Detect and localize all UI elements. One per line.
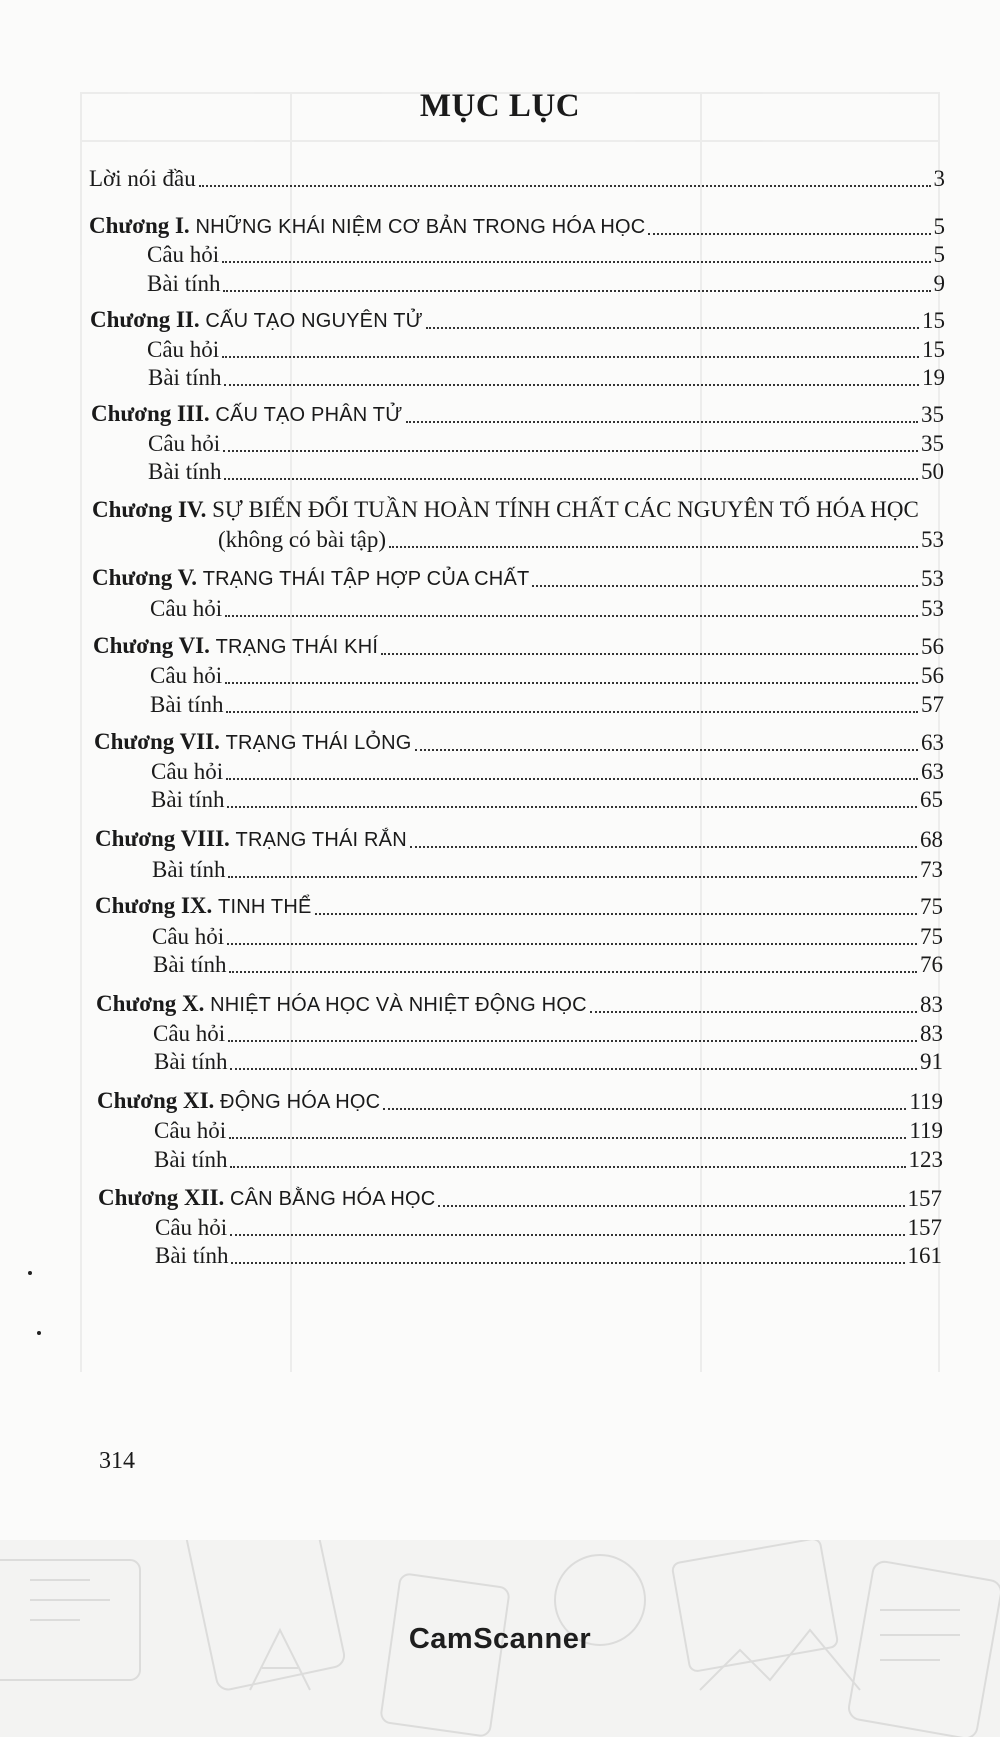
entry-label: Bài tính [152,857,226,882]
chapter-name: CẤU TẠO PHÂN TỬ [215,404,403,426]
entry-label: Câu hỏi [155,1215,228,1240]
entry-page-number: 57 [921,692,944,717]
entry-label: Bài tính [148,365,222,390]
chapter-name: TRẠNG THÁI RẮN [235,829,407,851]
entry-label: Câu hỏi [147,337,220,362]
leader-dots [383,1108,906,1110]
toc-section-row[interactable] [154,1117,943,1145]
chapter-prefix: Chương IX. [95,893,213,918]
entry-page-number: 56 [921,634,944,659]
chapter-prefix: Chương V. [92,565,197,590]
toc-chapter-row[interactable] [90,306,945,335]
camscanner-watermark: CamScanner [408,1623,592,1655]
toc-section-row[interactable] [147,270,945,298]
toc-section-row[interactable] [153,1020,943,1048]
scan-speck [28,1271,32,1275]
leader-dots [223,450,918,452]
entry-label [95,825,407,854]
entry-page-number: 19 [922,365,945,390]
entry-page-number: 53 [921,527,944,552]
leader-dots [228,1040,917,1042]
leader-dots [222,356,919,358]
leader-dots [226,711,918,713]
entry-label: Câu hỏi [153,1021,226,1046]
entry-label [89,212,645,241]
entry-label [93,632,378,661]
toc-chapter-row[interactable] [94,728,944,757]
entry-label: Bài tính [147,271,221,296]
entry-page-number: 157 [907,1215,942,1240]
entry-page-number: 76 [920,952,943,977]
entry-page-number: 161 [907,1243,942,1268]
toc-section-row[interactable] [147,241,945,269]
entry-label: Bài tính [155,1243,229,1268]
chapter-prefix: Chương VIII. [95,826,230,851]
entry-page-number: 157 [907,1186,942,1211]
entry-label [91,400,403,429]
leader-dots [230,1068,917,1070]
entry-label: Câu hỏi [150,663,223,688]
chapter-prefix: Chương VII. [94,729,220,754]
leader-dots [225,682,918,684]
entry-page-number: 15 [922,337,945,362]
toc-section-row[interactable] [152,856,943,884]
entry-page-number: 3 [933,166,945,191]
entry-label: Câu hỏi [150,596,223,621]
entry-page-number: 5 [933,242,945,267]
leader-dots [590,1011,917,1013]
leader-dots [224,384,919,386]
toc-section-row[interactable] [148,458,944,486]
toc-chapter-heading [92,496,919,524]
chapter-prefix: Chương XII. [98,1185,225,1210]
toc-chapter-row[interactable] [95,825,943,854]
entry-page-number: 5 [933,214,945,239]
chapter-name: NHỮNG KHÁI NIỆM CƠ BẢN TRONG HÓA HỌC [195,216,646,238]
entry-label: Bài tính [150,692,224,717]
entry-page-number: 68 [920,827,943,852]
entry-page-number: 83 [920,1021,943,1046]
toc-section-row[interactable] [150,662,944,690]
entry-page-number: 9 [933,271,945,296]
entry-label [90,306,423,335]
toc-section-row[interactable] [148,364,945,392]
entry-page-number: 35 [921,402,944,427]
toc-chapter-row[interactable] [89,212,945,241]
toc-section-row[interactable] [150,595,944,623]
chapter-name: SỰ BIẾN ĐỔI TUẦN HOÀN TÍNH CHẤT CÁC NGUYÊN TỐ HÓA HỌC [212,497,919,522]
entry-label [94,728,412,757]
entry-label [96,990,587,1019]
chapter-prefix: Chương IV. [92,497,207,522]
toc-chapter-row[interactable] [97,1087,943,1116]
entry-label [92,564,529,593]
toc-section-row[interactable] [153,951,943,979]
chapter-prefix: Chương VI. [93,633,210,658]
entry-page-number: 75 [920,894,943,919]
toc-chapter-row[interactable] [95,892,943,921]
entry-page-number: 53 [921,566,944,591]
leader-dots [532,585,918,587]
chapter-prefix: Chương I. [89,213,190,238]
leader-dots [231,1262,904,1264]
toc-row[interactable] [218,526,944,554]
entry-page-number: 15 [922,308,945,333]
chapter-name: ĐỘNG HÓA HỌC [220,1091,381,1113]
entry-label: Bài tính [154,1147,228,1172]
entry-label [97,1087,380,1116]
leader-dots [226,778,918,780]
chapter-name: CẤU TẠO NGUYÊN TỬ [205,310,423,332]
leader-dots [426,327,919,329]
toc-section-row[interactable] [152,923,943,951]
entry-label: (không có bài tập) [218,527,386,552]
entry-page-number: 83 [920,992,943,1017]
leader-dots [227,943,917,945]
entry-label [95,892,312,921]
entry-label: Bài tính [148,459,222,484]
entry-page-number: 123 [908,1147,943,1172]
scan-speck [37,1331,41,1335]
leader-dots [389,546,918,548]
entry-page-number: 65 [920,787,943,812]
toc-chapter-row[interactable] [96,990,943,1019]
leader-dots [406,421,919,423]
chapter-name: TRẠNG THÁI KHÍ [215,636,379,658]
leader-dots [224,478,918,480]
leader-dots [227,806,917,808]
toc-row[interactable] [89,165,945,193]
leader-dots [225,615,918,617]
toc-section-row[interactable] [148,430,944,458]
leader-dots [199,185,931,187]
toc-chapter-row[interactable] [93,632,944,661]
toc-chapter-row[interactable] [92,564,944,593]
leader-dots [415,749,918,751]
toc-section-row[interactable] [150,691,944,719]
entry-page-number: 91 [920,1049,943,1074]
leader-dots [229,1137,906,1139]
leader-dots [228,876,917,878]
chapter-name: TRẠNG THÁI TẬP HỢP CỦA CHẤT [202,568,530,590]
entry-page-number: 63 [921,730,944,755]
leader-dots [222,261,930,263]
entry-label: Câu hỏi [152,924,225,949]
leader-dots [223,290,930,292]
entry-label: Bài tính [154,1049,228,1074]
chapter-name: NHIỆT HÓA HỌC VÀ NHIỆT ĐỘNG HỌC [210,994,587,1016]
leader-dots [229,971,917,973]
leader-dots [315,913,917,915]
entry-page-number: 119 [909,1089,943,1114]
entry-page-number: 50 [921,459,944,484]
chapter-name: TRẠNG THÁI LỎNG [225,732,412,754]
toc-section-row[interactable] [151,758,944,786]
entry-label: Bài tính [151,787,225,812]
entry-label: Câu hỏi [151,759,224,784]
leader-dots [438,1205,904,1207]
entry-label: Câu hỏi [147,242,220,267]
entry-label [98,1184,435,1213]
chapter-prefix: Chương II. [90,307,200,332]
chapter-prefix: Chương X. [96,991,205,1016]
entry-page-number: 53 [921,596,944,621]
toc-section-row[interactable] [154,1048,943,1076]
chapter-prefix: Chương XI. [97,1088,215,1113]
leader-dots [230,1166,905,1168]
page-number: 314 [99,1448,135,1474]
toc-section-row[interactable] [155,1242,942,1270]
toc-chapter-row[interactable] [91,400,944,429]
entry-label: Câu hỏi [154,1118,227,1143]
leader-dots [648,233,930,235]
toc-chapter-row[interactable] [98,1184,942,1213]
page-title: MỤC LỤC [419,88,581,124]
entry-page-number: 75 [920,924,943,949]
entry-page-number: 73 [920,857,943,882]
chapter-name: TINH THỂ [218,896,312,918]
entry-page-number: 63 [921,759,944,784]
toc-section-row[interactable] [151,786,943,814]
leader-dots [410,846,917,848]
entry-page-number: 56 [921,663,944,688]
toc-section-row[interactable] [154,1146,943,1174]
toc-section-row[interactable] [147,336,945,364]
entry-page-number: 119 [909,1118,943,1143]
entry-page-number: 35 [921,431,944,456]
entry-label: Câu hỏi [148,431,221,456]
leader-dots [230,1234,904,1236]
entry-label: Bài tính [153,952,227,977]
chapter-name: CÂN BẰNG HÓA HỌC [230,1188,436,1210]
chapter-prefix: Chương III. [91,401,210,426]
entry-label: Lời nói đầu [89,166,196,191]
toc-section-row[interactable] [155,1214,942,1242]
leader-dots [381,653,918,655]
